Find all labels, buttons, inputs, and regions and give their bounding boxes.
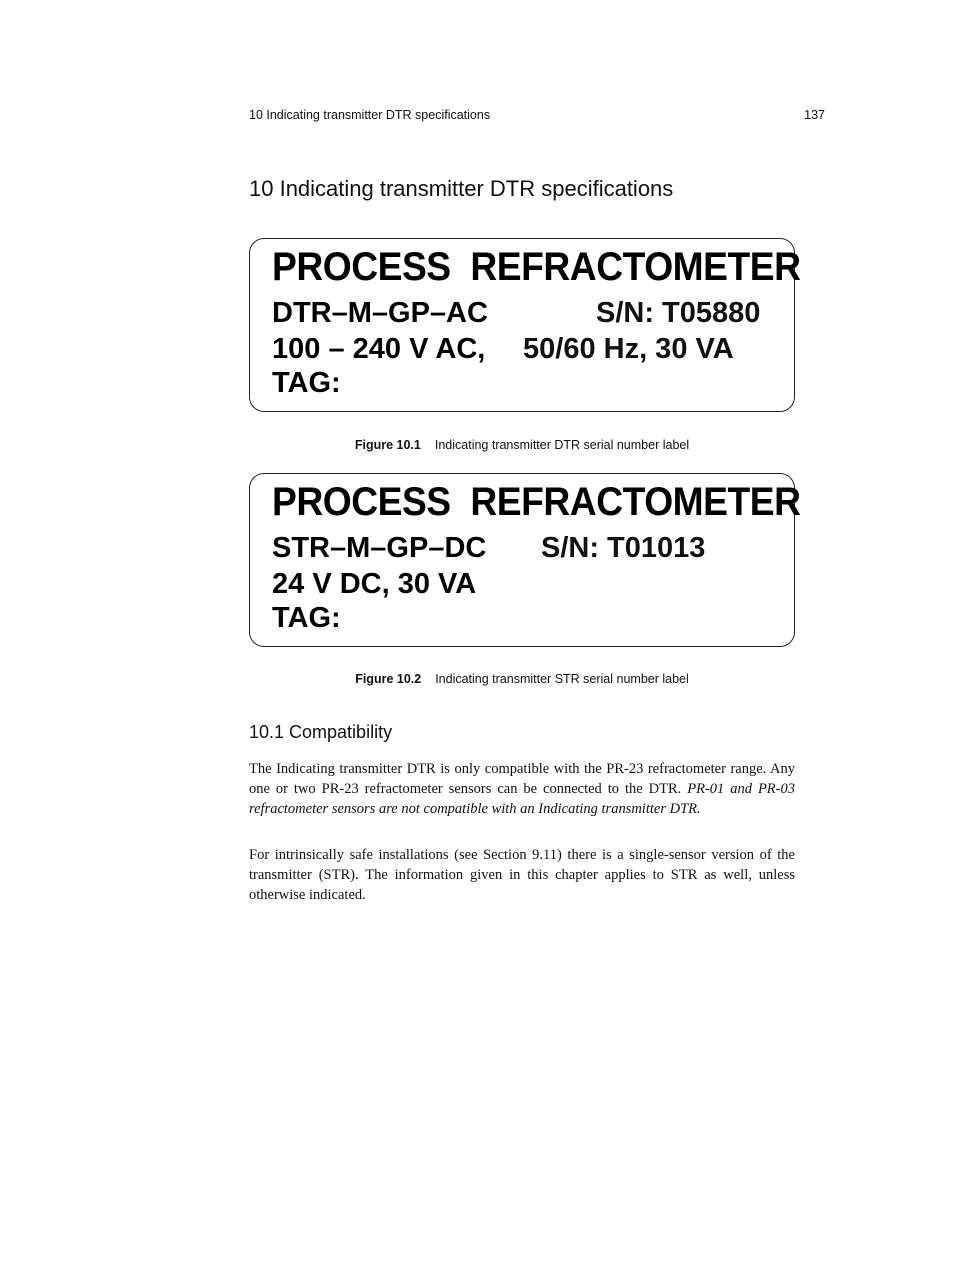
- label-title: PROCESS REFRACTOMETER: [272, 245, 801, 289]
- label-model: DTR–M–GP–AC: [272, 297, 488, 329]
- label-voltage: 100 – 240 V AC,: [272, 333, 486, 365]
- running-title: 10 Indicating transmitter DTR specifications: [249, 108, 491, 122]
- label-title: PROCESS REFRACTOMETER: [272, 480, 801, 524]
- paragraph-text: The Indicating transmitter DTR is only compatible with the PR-23 refractometer range. Any one or two PR-23 refractometer sensors can be connected to the DTR.: [249, 761, 795, 797]
- label-serial-number: S/N: T05880: [596, 297, 761, 329]
- label-tag: TAG:: [272, 367, 341, 399]
- page-number: 137: [804, 108, 825, 122]
- figure-caption: [249, 438, 795, 452]
- figure-caption: [249, 672, 795, 686]
- label-tag: TAG:: [272, 602, 341, 634]
- section-title: 10.1 Compatibility: [249, 722, 393, 742]
- figure-caption-text: Indicating transmitter STR serial number label: [435, 672, 689, 686]
- figure-number: Figure 10.2: [355, 672, 422, 686]
- str-serial-label: [249, 473, 801, 647]
- compatibility-paragraph: [249, 760, 795, 819]
- figure-caption-text: Indicating transmitter DTR serial number label: [434, 438, 690, 452]
- figure-number: Figure 10.1: [354, 438, 421, 452]
- label-model: STR–M–GP–DC: [272, 532, 487, 564]
- label-frequency-power: 50/60 Hz, 30 VA: [523, 333, 734, 365]
- running-header: [249, 108, 825, 122]
- dtr-serial-label: [249, 238, 801, 412]
- intrinsic-safety-paragraph: For intrinsically safe installations (see Section 9.11) there is a single-sensor version of the transmitter (STR). The information given in this chapter applies to STR as well, unless otherwise indicated.: [249, 847, 795, 903]
- label-power: 24 V DC, 30 VA: [272, 568, 477, 600]
- chapter-title: 10 Indicating transmitter DTR specifications: [249, 176, 674, 201]
- paragraph-italic-note: PR-01 and PR-03 refractometer sensors are not compatible with an Indicating transmitter DTR.: [249, 780, 795, 817]
- label-serial-number: S/N: T01013: [541, 532, 706, 564]
